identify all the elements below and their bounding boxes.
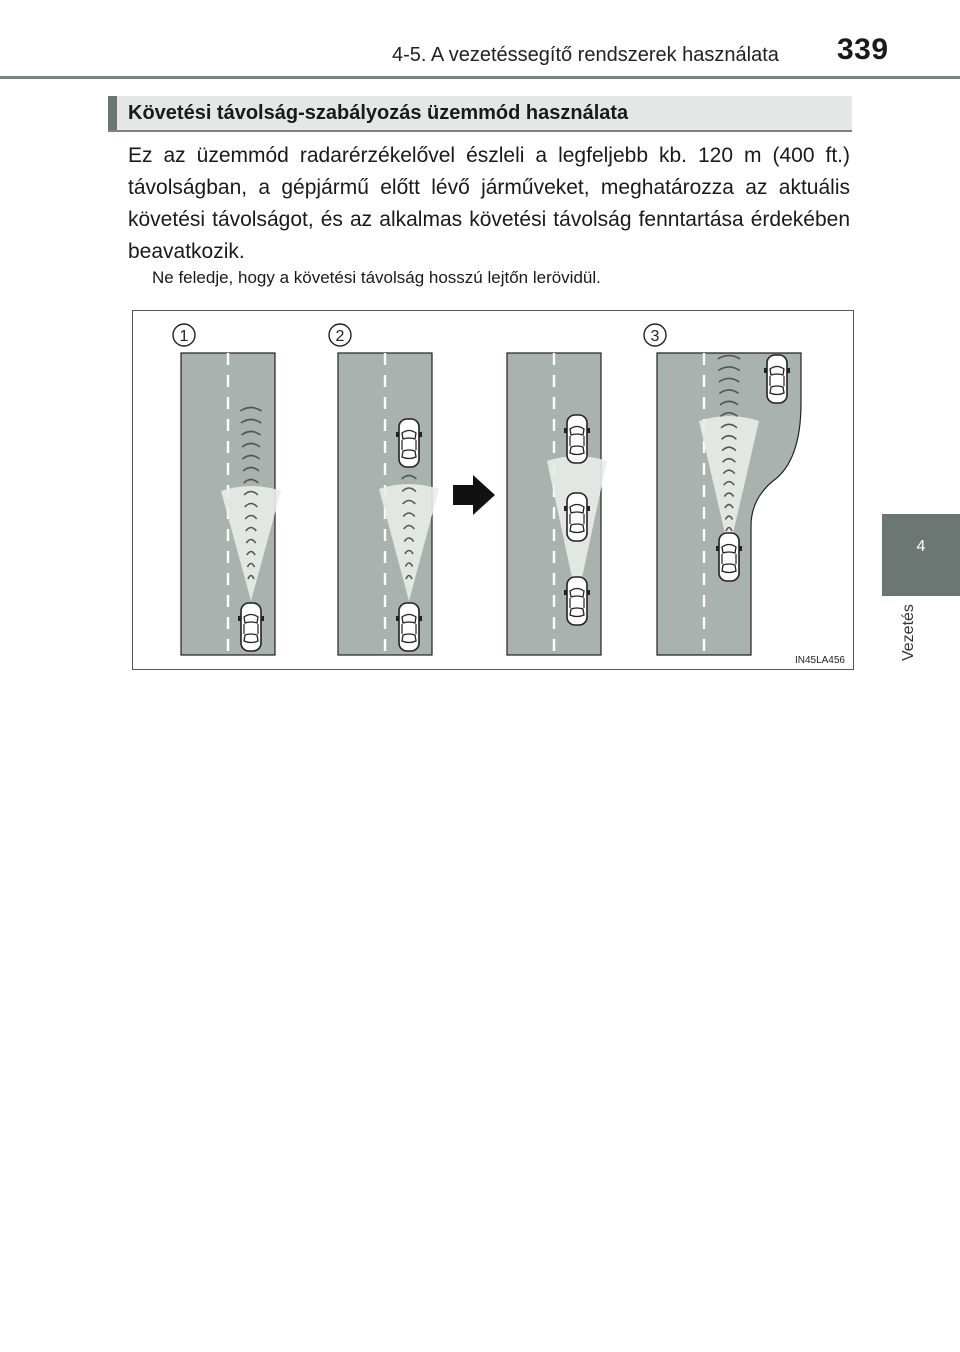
preceding-vehicle-scene-2 — [396, 419, 422, 467]
own-vehicle-scene-2 — [396, 603, 422, 651]
own-vehicle-scene-2-after — [564, 493, 590, 541]
own-vehicle-scene-1 — [238, 603, 264, 651]
radar-illustration — [132, 310, 854, 670]
section-heading-box — [108, 96, 852, 132]
step-label-3: 3 — [650, 328, 660, 345]
transition-arrow — [453, 475, 495, 515]
step-marker-1 — [173, 324, 195, 346]
chapter-tab-number: 4 — [916, 538, 926, 555]
step-marker-3 — [644, 324, 666, 346]
page-number: 339 — [837, 33, 889, 66]
preceding-vehicle-scene-2-after — [564, 415, 590, 463]
section-heading: Követési távolság-szabályozás üzemmód használata — [128, 102, 629, 124]
step-label-2: 2 — [335, 328, 345, 345]
note-text: Ne feledje, hogy a követési távolság hosszú lejtőn lerövidül. — [152, 268, 601, 287]
body-paragraph: Ez az üzemmód radarérzékelővel észleli a legfeljebb kb. 120 m (400 ft.) távolságban, a gépjármű előtt lévő járműveket, meghatározza az aktuális követési távolságot, és az alkalmas követési távolság fenntartása érdekében beavatkozik. — [128, 144, 850, 263]
step-label-1: 1 — [179, 328, 189, 345]
chapter-title: 4-5. A vezetéssegítő rendszerek használata — [392, 44, 779, 66]
own-vehicle-scene-3 — [716, 533, 742, 581]
chapter-side-label: Vezetés — [900, 604, 917, 661]
header-rule — [0, 76, 960, 79]
section-heading-accent — [108, 96, 117, 130]
following-vehicle-scene-2-after — [564, 577, 590, 625]
merging-vehicle-scene-3 — [764, 355, 790, 403]
step-marker-2 — [329, 324, 351, 346]
figure-code: IN45LA456 — [794, 655, 845, 666]
road-scenes — [181, 353, 801, 655]
